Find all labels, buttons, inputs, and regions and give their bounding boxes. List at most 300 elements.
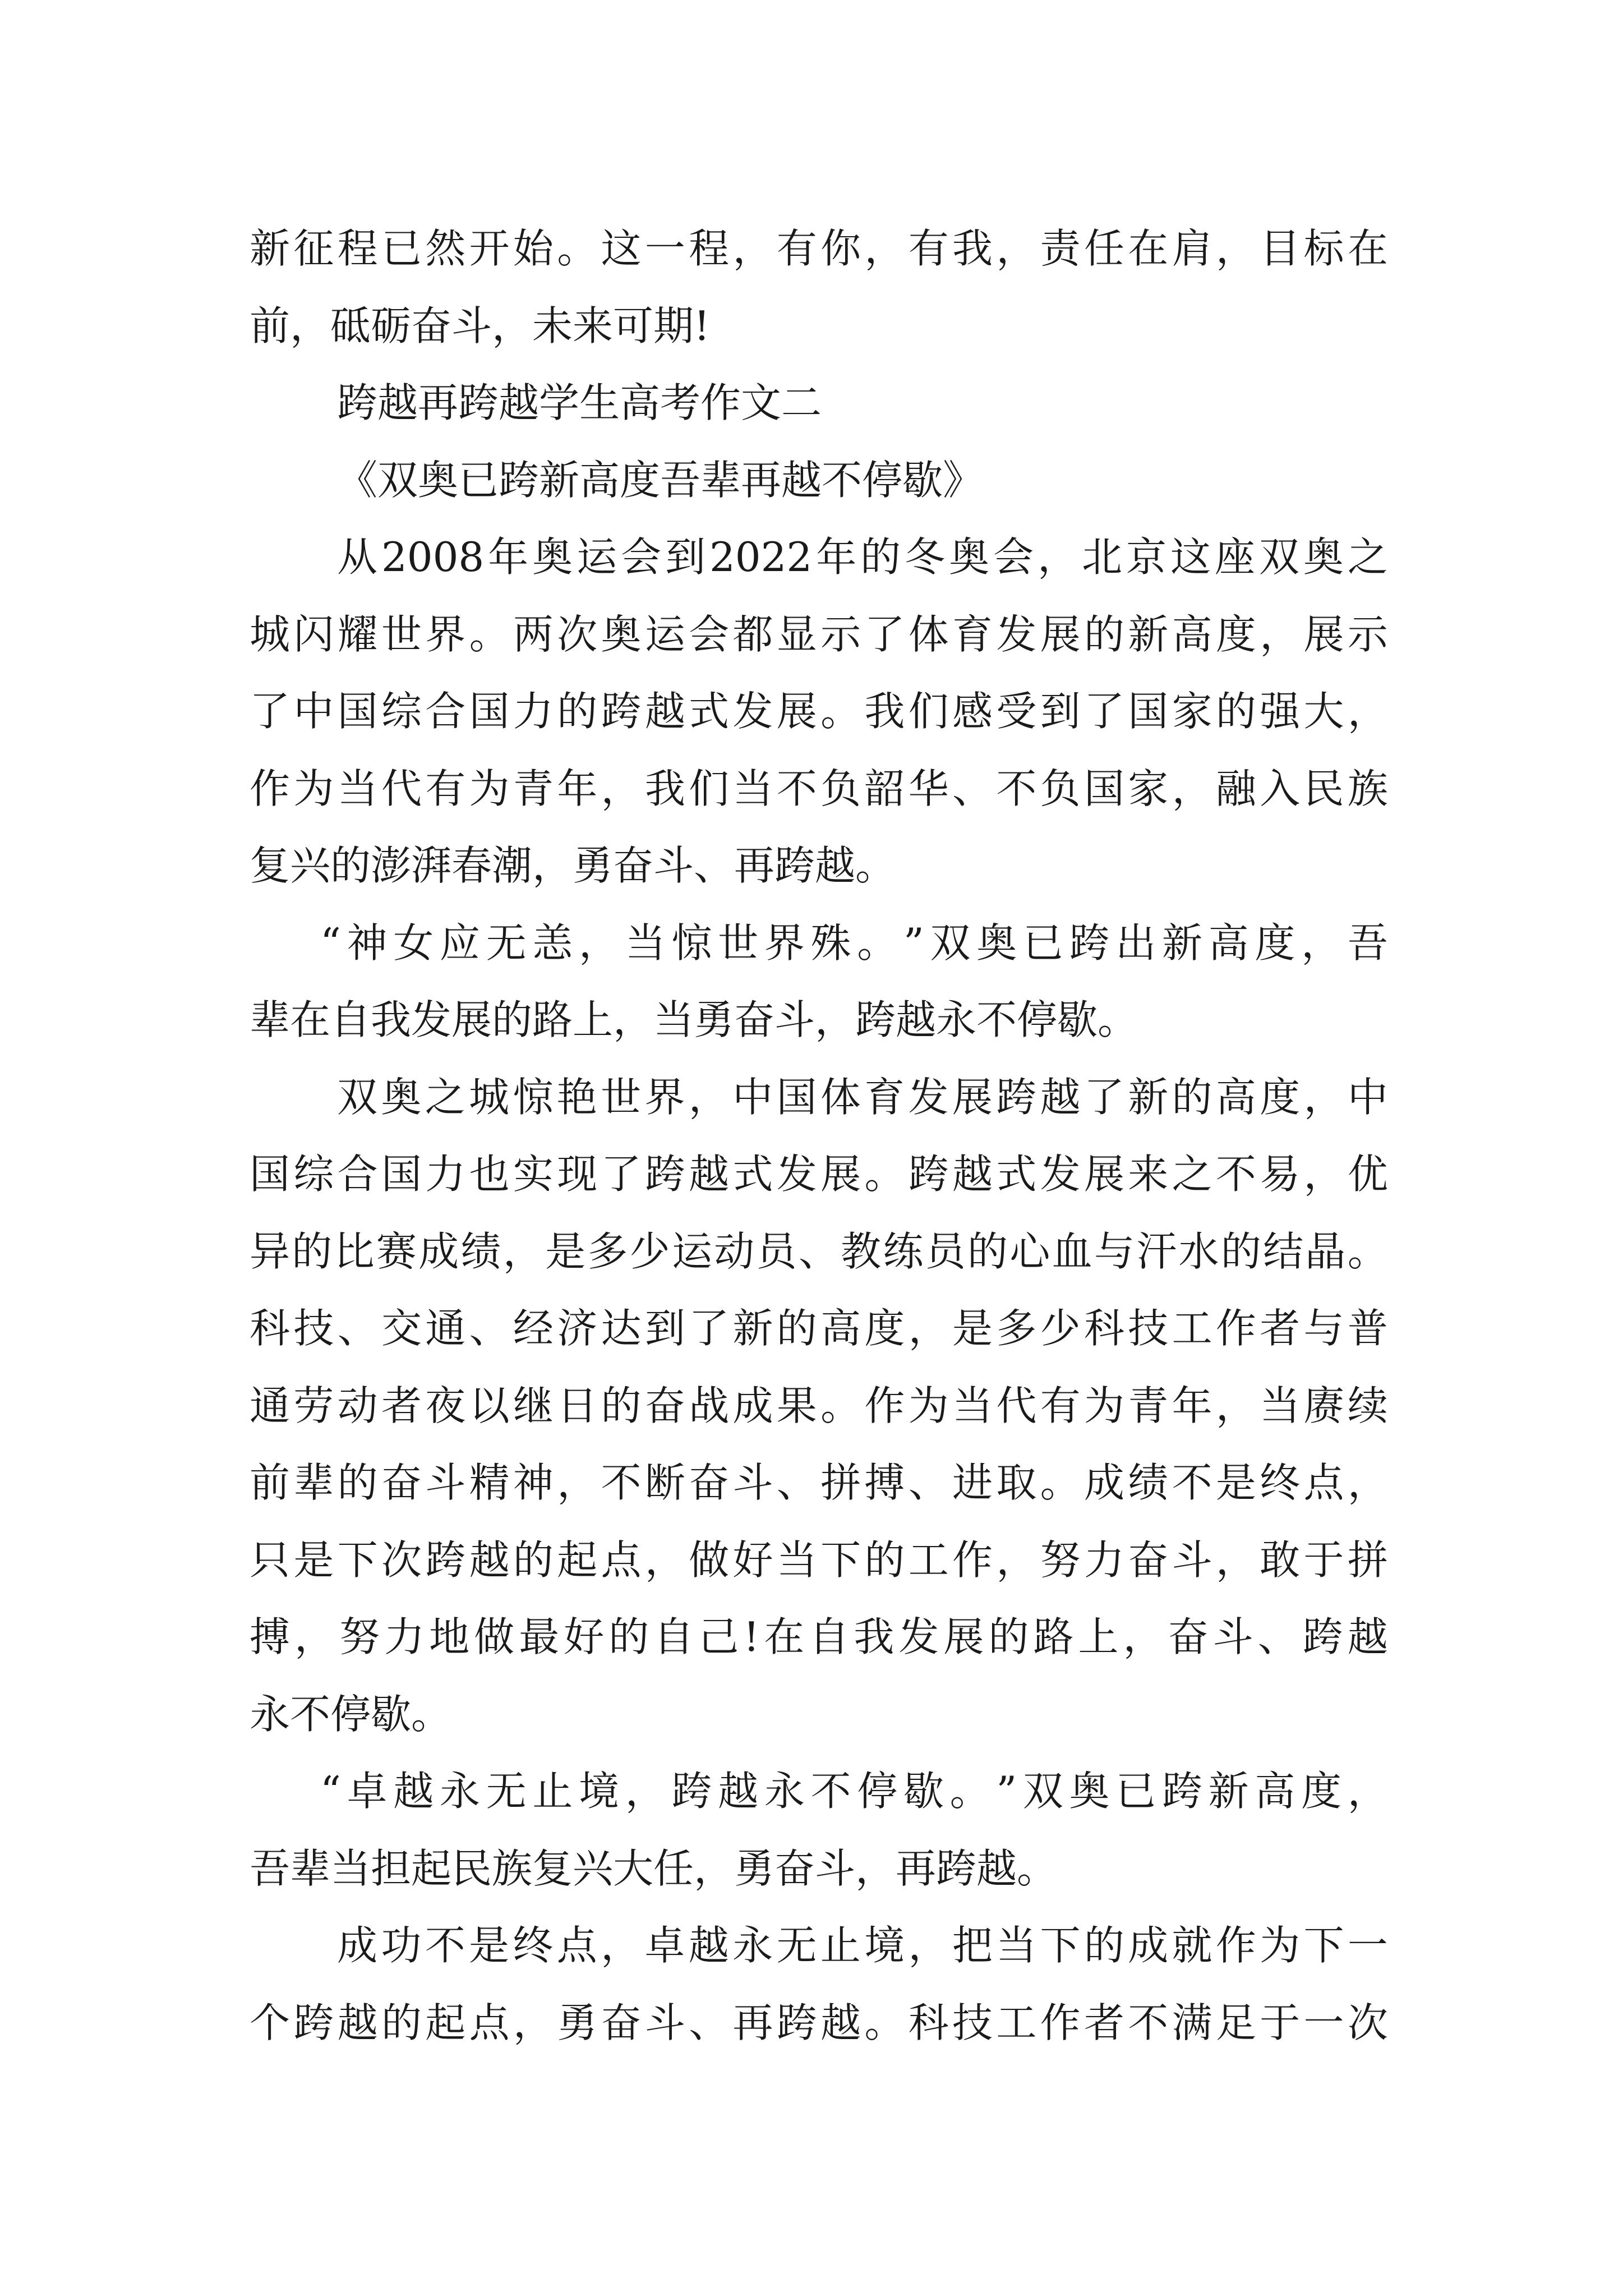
- text-glyph: 、: [776, 1459, 817, 1506]
- text-glyph: 当: [952, 1382, 993, 1429]
- text-glyph: 式: [732, 1151, 773, 1198]
- text-glyph: 科: [908, 1999, 949, 2046]
- text-glyph: 取: [996, 1459, 1037, 1506]
- text-glyph: 的: [776, 1305, 817, 1352]
- text-glyph: ，: [1347, 1768, 1388, 1815]
- text-glyph: 好: [564, 1613, 605, 1660]
- text-glyph: 发: [898, 1613, 939, 1660]
- text-glyph: 奥: [532, 533, 573, 581]
- text-line: [250, 210, 1388, 288]
- text-glyph: 的: [608, 1613, 649, 1660]
- text-glyph: 然: [425, 225, 466, 272]
- text-glyph: 越: [469, 1536, 510, 1584]
- text-glyph: 比: [334, 1227, 375, 1275]
- text-glyph: 族: [1347, 765, 1388, 812]
- text-glyph: 下: [337, 1536, 378, 1584]
- text-glyph: 永: [732, 1922, 773, 1969]
- text-glyph: 跨: [908, 1151, 949, 1198]
- text-line: [250, 673, 1388, 751]
- text-glyph: 不: [996, 765, 1037, 812]
- text-glyph: 运: [577, 533, 617, 581]
- text-glyph: 有: [425, 765, 466, 812]
- text-glyph: 赓: [1303, 1382, 1344, 1429]
- text-glyph: 通: [250, 1382, 291, 1429]
- text-glyph: 发: [908, 1073, 949, 1121]
- text-line: [250, 1522, 1388, 1599]
- text-glyph: 国: [776, 1073, 817, 1121]
- document-body: [250, 210, 1388, 2062]
- text-glyph: 少: [1040, 1305, 1081, 1352]
- text-glyph: 无: [776, 1922, 817, 1969]
- text-glyph: 交: [381, 1305, 422, 1352]
- text-glyph: 示: [820, 610, 861, 658]
- text-glyph: 当: [1260, 1382, 1301, 1429]
- text-glyph: 新: [250, 225, 291, 272]
- text-glyph: 自: [809, 1613, 850, 1660]
- text-glyph: 当: [732, 765, 773, 812]
- text-glyph: 奋: [601, 1999, 642, 2046]
- text-glyph: 功: [381, 1922, 422, 1969]
- text-glyph: 拼: [820, 1459, 861, 1506]
- text-glyph: ，: [557, 1459, 598, 1506]
- text-glyph: 已: [381, 225, 422, 272]
- text-glyph: 责: [1040, 225, 1081, 272]
- text-glyph: 艳: [556, 1073, 597, 1121]
- text-glyph: 终: [1260, 1459, 1301, 1506]
- text-glyph: 神: [513, 1459, 554, 1506]
- text-glyph: 合: [425, 688, 466, 735]
- text-glyph: 在: [1347, 225, 1388, 272]
- text-glyph: 式: [996, 1151, 1037, 1198]
- text-glyph: 最: [519, 1613, 560, 1660]
- text-glyph: 高: [820, 1305, 861, 1352]
- text-line: [250, 1368, 1388, 1445]
- text-glyph: 赛: [376, 1227, 417, 1275]
- text-glyph: 为: [1083, 1382, 1124, 1429]
- text-glyph: 式: [689, 688, 730, 735]
- text-glyph: 日: [557, 1382, 598, 1429]
- text-glyph: ，: [1347, 1459, 1388, 1506]
- text-glyph: 辈: [293, 1459, 334, 1506]
- text-glyph: 双: [337, 1073, 378, 1121]
- text-glyph: 界: [425, 610, 466, 658]
- text-glyph: 当: [337, 765, 378, 812]
- text-glyph: 易: [1260, 1151, 1301, 1198]
- text-glyph: 只: [250, 1536, 291, 1584]
- text-glyph: 体: [820, 1073, 861, 1121]
- text-glyph: 。: [864, 1151, 905, 1198]
- text-glyph: 座: [1214, 533, 1255, 581]
- essay-title: 《双奥已跨新高度吾辈再越不停歇》: [337, 456, 984, 504]
- text-glyph: 奥: [949, 533, 990, 581]
- text-glyph: ，: [1038, 533, 1078, 581]
- text-line: [250, 1290, 1388, 1368]
- text-glyph: 发: [732, 688, 773, 735]
- text-glyph: 勇: [557, 1999, 598, 2046]
- text-glyph: 。: [1347, 1227, 1388, 1275]
- text-glyph: ，: [513, 1999, 554, 2046]
- text-glyph: 之: [1172, 1151, 1212, 1198]
- text-glyph: 的: [1215, 688, 1256, 735]
- text-glyph: 地: [429, 1613, 470, 1660]
- text-glyph: 、: [337, 1305, 378, 1352]
- text-glyph: 当: [776, 1536, 817, 1584]
- text-glyph: 劳: [293, 1382, 334, 1429]
- text-glyph: 我: [952, 225, 993, 272]
- text-glyph: 奋: [1168, 1613, 1209, 1660]
- text-glyph: 惊: [671, 919, 712, 967]
- text-glyph: 奥: [601, 610, 642, 658]
- text-glyph: 夜: [425, 1382, 466, 1429]
- text-glyph: 点: [601, 1536, 642, 1584]
- text-glyph: 不: [810, 1768, 851, 1815]
- text-glyph: 永: [439, 1768, 480, 1815]
- text-glyph: 自: [653, 1613, 694, 1660]
- text-line: [250, 596, 1388, 674]
- text-glyph: 跨: [1069, 919, 1110, 967]
- text-glyph: 、: [952, 765, 993, 812]
- text-glyph: 作: [1215, 1922, 1256, 1969]
- text-glyph: 展: [776, 688, 817, 735]
- text-glyph: 实: [513, 1151, 554, 1198]
- text-glyph: 卓: [347, 1768, 388, 1815]
- text-glyph: 做: [474, 1613, 515, 1660]
- text-glyph: 斗: [1212, 1613, 1253, 1660]
- text-glyph: 的: [988, 1613, 1029, 1660]
- text-glyph: 停: [857, 1768, 898, 1815]
- text-glyph: 不: [1128, 1999, 1169, 2046]
- text-line: [250, 1907, 1388, 1985]
- text-glyph: 达: [601, 1305, 642, 1352]
- text-glyph: 员: [756, 1227, 797, 1275]
- text-glyph: 显: [776, 610, 817, 658]
- text-glyph: ，: [1215, 1536, 1256, 1584]
- text-glyph: 斗: [1172, 1536, 1212, 1584]
- text-glyph: 了: [601, 1151, 642, 1198]
- text-glyph: 国: [250, 1151, 291, 1198]
- text-glyph: 界: [644, 1073, 685, 1121]
- text-glyph: 。: [820, 1382, 861, 1429]
- text-glyph: 任: [1083, 225, 1124, 272]
- text-line: [250, 1444, 1388, 1522]
- text-glyph: 搏: [864, 1459, 905, 1506]
- text-glyph: 有: [1040, 1382, 1081, 1429]
- text-line: 复兴的澎湃春潮，勇奋斗、再跨越。: [250, 842, 896, 889]
- text-glyph: 之: [425, 1073, 465, 1121]
- text-glyph: 教: [841, 1227, 882, 1275]
- text-line: 吾辈当担起民族复兴大任，勇奋斗，再跨越。: [250, 1844, 1058, 1892]
- text-glyph: 度: [1215, 610, 1256, 658]
- text-glyph: 中: [732, 1073, 773, 1121]
- text-glyph: 大: [1303, 688, 1344, 735]
- text-glyph: 综: [293, 1151, 334, 1198]
- text-glyph: 的: [1220, 1227, 1261, 1275]
- text-glyph: 已: [1022, 919, 1063, 967]
- text-glyph: 综: [381, 688, 422, 735]
- text-glyph: 越: [688, 1922, 729, 1969]
- text-glyph: 技: [952, 1999, 993, 2046]
- text-glyph: 异: [250, 1227, 291, 1275]
- text-glyph: 。: [864, 1999, 905, 2046]
- text-glyph: 的: [1172, 1073, 1212, 1121]
- text-glyph: 次: [557, 610, 598, 658]
- text-glyph: 有: [776, 225, 817, 272]
- text-glyph: 程: [337, 225, 378, 272]
- text-glyph: 合: [337, 1151, 378, 1198]
- text-glyph: 们: [908, 688, 949, 735]
- text-glyph: 通: [425, 1305, 466, 1352]
- text-glyph: ，: [1260, 610, 1301, 658]
- text-glyph: 国: [469, 688, 510, 735]
- text-glyph: 越: [718, 1768, 759, 1815]
- text-glyph: 越: [644, 688, 685, 735]
- text-glyph: 从: [337, 533, 378, 581]
- text-glyph: 奥: [976, 919, 1017, 967]
- text-glyph: ，: [908, 1305, 949, 1352]
- text-glyph: 斗: [425, 1459, 466, 1506]
- text-glyph: 多: [996, 1305, 1037, 1352]
- text-glyph: 点: [469, 1999, 510, 2046]
- text-glyph: 现: [557, 1151, 598, 1198]
- text-glyph: 不: [1172, 1459, 1212, 1506]
- text-glyph: 目: [1260, 225, 1301, 272]
- text-glyph: 敢: [1260, 1536, 1301, 1584]
- text-line: 永不停歇。: [250, 1690, 452, 1738]
- text-glyph: 到: [1040, 688, 1081, 735]
- text-glyph: 始: [513, 225, 554, 272]
- text-glyph: 卓: [644, 1922, 685, 1969]
- text-glyph: 奥: [1069, 1768, 1110, 1815]
- text-glyph: 成: [732, 1382, 773, 1429]
- text-glyph: 越: [820, 1999, 861, 2046]
- text-glyph: 的: [967, 1227, 1008, 1275]
- text-glyph: 新: [1128, 610, 1169, 658]
- text-glyph: 界: [764, 919, 805, 967]
- text-glyph: 技: [1128, 1305, 1169, 1352]
- text-glyph: 会: [993, 533, 1034, 581]
- text-glyph: 境: [579, 1768, 620, 1815]
- text-glyph: 不: [601, 1459, 642, 1506]
- text-glyph: 度: [1301, 1768, 1342, 1815]
- text-glyph: 高: [1255, 1768, 1295, 1815]
- text-glyph: 运: [644, 610, 685, 658]
- text-glyph: ，: [1303, 1073, 1344, 1121]
- text-glyph: ，: [625, 1768, 666, 1815]
- text-glyph: ，: [732, 225, 773, 272]
- text-glyph: ，: [294, 1613, 335, 1660]
- text-glyph: 的: [513, 1536, 554, 1584]
- text-glyph: 会: [621, 533, 662, 581]
- text-glyph: 精: [469, 1459, 510, 1506]
- text-glyph: 肩: [1172, 225, 1212, 272]
- text-glyph: 高: [1215, 1073, 1256, 1121]
- text-glyph: ，: [601, 765, 642, 812]
- text-glyph: 出: [1115, 919, 1156, 967]
- text-glyph: 果: [776, 1382, 817, 1429]
- text-glyph: ，: [1172, 765, 1212, 812]
- text-glyph: 斗: [644, 1999, 685, 2046]
- text-glyph: 绩: [460, 1227, 501, 1275]
- text-glyph: 越: [689, 1151, 730, 1198]
- text-glyph: 运: [671, 1227, 712, 1275]
- text-glyph: 殊: [810, 919, 851, 967]
- text-glyph: 当: [625, 919, 666, 967]
- text-glyph: 标: [1303, 225, 1344, 272]
- text-glyph: 展: [952, 1073, 993, 1121]
- text-glyph: 是: [545, 1227, 586, 1275]
- text-line: [250, 1136, 1388, 1213]
- text-glyph: 中: [1347, 1073, 1388, 1121]
- text-glyph: 代: [381, 765, 422, 812]
- text-glyph: 的: [864, 1536, 905, 1584]
- text-line: [250, 519, 1388, 596]
- text-glyph: 者: [1260, 1305, 1301, 1352]
- text-glyph: 越: [1040, 1073, 1081, 1121]
- text-glyph: 越: [952, 1151, 993, 1198]
- text-glyph: 们: [689, 765, 730, 812]
- text-glyph: 跨: [293, 1999, 334, 2046]
- text-glyph: 青: [513, 765, 554, 812]
- text-glyph: ”: [996, 1768, 1017, 1815]
- text-glyph: 续: [1347, 1382, 1388, 1429]
- text-glyph: “: [320, 919, 341, 967]
- text-glyph: 代: [996, 1382, 1037, 1429]
- text-line: [250, 1753, 1388, 1830]
- text-glyph: 的: [1083, 1922, 1124, 1969]
- text-glyph: 展: [1303, 610, 1344, 658]
- text-glyph: 科: [1083, 1305, 1124, 1352]
- text-glyph: 之: [1347, 533, 1388, 581]
- text-glyph: 跨: [1302, 1613, 1343, 1660]
- text-glyph: 。: [857, 919, 898, 967]
- text-glyph: 闪: [293, 610, 334, 658]
- text-glyph: 惊: [513, 1073, 554, 1121]
- text-glyph: 的: [1083, 610, 1124, 658]
- text-glyph: 新: [1161, 919, 1202, 967]
- text-glyph: 起: [557, 1536, 598, 1584]
- text-glyph: 一: [1347, 1922, 1388, 1969]
- text-glyph: 双: [930, 919, 971, 967]
- text-glyph: 度: [864, 1305, 905, 1352]
- text-glyph: 奥: [1303, 533, 1344, 581]
- text-glyph: 应: [439, 919, 480, 967]
- text-line: [250, 1059, 1388, 1137]
- text-glyph: 国: [1128, 688, 1169, 735]
- text-glyph: 展: [943, 1613, 984, 1660]
- text-glyph: 、: [689, 1999, 730, 2046]
- text-glyph: 水: [1178, 1227, 1219, 1275]
- text-glyph: 不: [1215, 1151, 1256, 1198]
- text-glyph: 体: [908, 610, 949, 658]
- text-glyph: ，: [996, 1536, 1037, 1584]
- text-glyph: 作: [1040, 1999, 1081, 2046]
- text-glyph: 北: [1082, 533, 1123, 581]
- text-glyph: 个: [250, 1999, 291, 2046]
- text-glyph: ，: [502, 1227, 543, 1275]
- text-glyph: 越: [337, 1999, 378, 2046]
- text-glyph: 育: [952, 610, 993, 658]
- text-glyph: 、: [798, 1227, 839, 1275]
- text-glyph: 世: [381, 610, 422, 658]
- text-glyph: 、: [908, 1459, 949, 1506]
- text-glyph: 的: [381, 1999, 422, 2046]
- text-glyph: 发: [996, 610, 1037, 658]
- text-glyph: 受: [996, 688, 1037, 735]
- text-glyph: 无: [486, 919, 527, 967]
- text-glyph: 普: [1347, 1305, 1388, 1352]
- text-line: [250, 905, 1388, 982]
- text-glyph: 了: [1083, 1073, 1124, 1121]
- text-glyph: 。: [820, 688, 861, 735]
- text-glyph: 是: [1215, 1459, 1256, 1506]
- text-glyph: 在: [764, 1613, 805, 1660]
- text-glyph: 多: [587, 1227, 628, 1275]
- text-glyph: 奋: [644, 1382, 685, 1429]
- text-glyph: 力: [513, 688, 554, 735]
- text-glyph: 世: [718, 919, 759, 967]
- text-glyph: 展: [1040, 610, 1081, 658]
- text-glyph: 继: [513, 1382, 554, 1429]
- text-glyph: ，: [1301, 919, 1342, 967]
- text-glyph: 到: [644, 1305, 685, 1352]
- text-glyph: 以: [469, 1382, 510, 1429]
- text-glyph: 。: [557, 225, 598, 272]
- text-glyph: 结: [1263, 1227, 1304, 1275]
- text-glyph: 少: [629, 1227, 670, 1275]
- text-glyph: 跨: [644, 1151, 685, 1198]
- text-glyph: 血: [1052, 1227, 1092, 1275]
- text-glyph: 做: [689, 1536, 730, 1584]
- text-glyph: 晶: [1305, 1227, 1346, 1275]
- text-glyph: 。: [1040, 1459, 1081, 1506]
- text-glyph: 优: [1347, 1151, 1388, 1198]
- text-glyph: 示: [1347, 610, 1388, 658]
- text-glyph: 冬: [905, 533, 946, 581]
- text-glyph: 绩: [1128, 1459, 1169, 1506]
- text-glyph: 强: [1260, 688, 1301, 735]
- text-glyph: ，: [601, 1922, 642, 1969]
- text-glyph: 年: [1172, 1382, 1212, 1429]
- text-glyph: 到: [665, 533, 706, 581]
- text-glyph: 动: [337, 1382, 378, 1429]
- text-glyph: 度: [1260, 1073, 1301, 1121]
- text-glyph: 者: [381, 1382, 422, 1429]
- text-glyph: 展: [820, 1151, 861, 1198]
- text-glyph: 搏: [250, 1613, 291, 1660]
- text-glyph: 力: [425, 1151, 466, 1198]
- text-glyph: 女: [393, 919, 434, 967]
- text-glyph: 于: [1260, 1999, 1301, 2046]
- text-glyph: ，: [1303, 1151, 1344, 1198]
- text-glyph: 把: [952, 1922, 993, 1969]
- text-glyph: 与: [1094, 1227, 1135, 1275]
- text-glyph: 开: [469, 225, 510, 272]
- text-glyph: 家: [1128, 765, 1169, 812]
- text-glyph: 新: [1208, 1768, 1249, 1815]
- text-glyph: 双: [1022, 1768, 1063, 1815]
- text-glyph: 作: [250, 765, 291, 812]
- text-glyph: 入: [1260, 765, 1301, 812]
- text-glyph: 点: [1303, 1459, 1344, 1506]
- text-glyph: 征: [293, 225, 334, 272]
- text-glyph: 、: [469, 1305, 510, 1352]
- text-glyph: 年: [488, 533, 529, 581]
- text-glyph: 2008: [381, 533, 485, 581]
- text-glyph: 一: [644, 225, 685, 272]
- text-glyph: 己: [698, 1613, 739, 1660]
- text-glyph: 我: [644, 765, 685, 812]
- text-glyph: ，: [1215, 1382, 1256, 1429]
